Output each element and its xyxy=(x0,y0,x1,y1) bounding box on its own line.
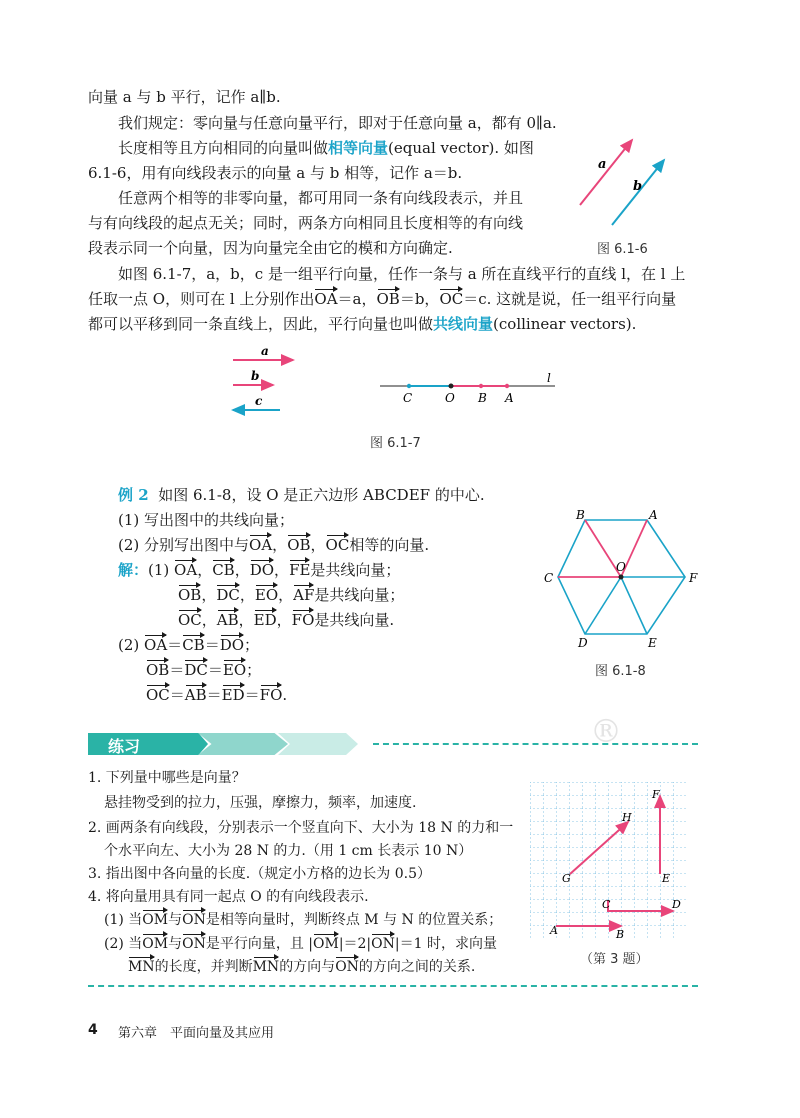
svg-text:E: E xyxy=(648,636,657,650)
line-8: 如图 6.1-7，a，b，c 是一组平行向量，任作一条与 a 所在直线平行的直线 l，在 l 上 xyxy=(118,265,686,283)
line-2: 我们规定：零向量与任意向量平行，即对于任意向量 a，都有 0∥a. xyxy=(118,114,557,132)
svg-text:c: c xyxy=(255,394,263,408)
practice-4-1: (1) 当OM与ON是相等向量时，判断终点 M 与 N 的位置关系； xyxy=(104,909,502,931)
caption-fig-6-1-6: 图 6.1-6 xyxy=(597,242,648,257)
svg-text:l: l xyxy=(547,371,551,385)
practice-4-2: (2) 当OM与ON是平行向量，且 |OM|＝2|ON|＝1 时，求向量 xyxy=(104,933,497,955)
svg-text:E: E xyxy=(662,872,671,885)
svg-text:B: B xyxy=(616,928,625,941)
example-2-q2: (2) 分别写出图中与OA，OB，OC相等的向量. xyxy=(118,536,430,554)
bottom-divider xyxy=(88,985,698,987)
svg-text:a: a xyxy=(261,344,269,358)
svg-text:B: B xyxy=(576,508,585,522)
figure-6-1-8 xyxy=(540,505,710,650)
svg-text:C: C xyxy=(403,391,413,405)
svg-text:C: C xyxy=(544,571,554,585)
line-10: 都可以平移到同一条直线上，因此，平行向量也叫做共线向量(collinear vectors). xyxy=(88,315,637,333)
line-7: 段表示同一个向量，因为向量完全由它的模和方向确定. xyxy=(88,239,453,257)
caption-problem-3: （第 3 题） xyxy=(580,952,649,967)
svg-text:H: H xyxy=(622,811,632,824)
practice-3: 3. 指出图中各向量的长度.（规定小方格的边长为 0.5） xyxy=(88,866,431,882)
solution-1-row-3: OC，AB，ED，FO是共线向量. xyxy=(178,611,395,629)
solution-2-row-1: (2) OA＝CB＝DO； xyxy=(118,636,260,654)
practice-1: 1. 下列量中哪些是向量？ xyxy=(88,770,246,786)
svg-text:b: b xyxy=(251,369,260,383)
solution-2-row-3: OC＝AB＝ED＝FO. xyxy=(146,686,288,704)
solution-1-row-2: OB，DC，EO，AF是共线向量； xyxy=(178,586,405,604)
vector-a-segment xyxy=(580,140,632,205)
svg-text:O: O xyxy=(445,391,455,405)
line-4: 6.1-6，用有向线段表示的向量 a 与 b 相等，记作 a＝b. xyxy=(88,164,463,182)
svg-text:O: O xyxy=(616,560,626,574)
line-6: 与有向线段的起点无关；同时，两条方向相同且长度相等的有向线 xyxy=(88,214,524,232)
figure-problem-3 xyxy=(530,782,690,942)
line-9: 任取一点 O，则可在 l 上分别作出OA＝a，OB＝b，OC＝c. 这就是说，任一组平行向量 xyxy=(88,290,677,308)
practice-title: 练习 xyxy=(108,737,141,756)
solution-1-row-1: 解：(1) OA，CB，DO，FE是共线向量； xyxy=(118,561,401,579)
svg-text:D: D xyxy=(672,898,681,911)
svg-text:A: A xyxy=(550,924,558,937)
practice-2-detail: 个水平向左、大小为 28 N 的力.（用 1 cm 长表示 10 N） xyxy=(104,843,473,859)
caption-fig-6-1-7: 图 6.1-7 xyxy=(370,436,421,451)
watermark-mark: ® xyxy=(590,712,622,750)
svg-text:F: F xyxy=(652,788,660,801)
footer-page-number: 4 xyxy=(88,1022,98,1038)
footer-chapter: 第六章 平面向量及其应用 xyxy=(118,1026,275,1041)
svg-text:G: G xyxy=(562,872,571,885)
line-5: 任意两个相等的非零向量，都可用同一条有向线段表示，并且 xyxy=(118,189,524,207)
practice-1-detail: 悬挂物受到的拉力，压强，摩擦力，频率，加速度. xyxy=(104,795,417,811)
svg-text:C: C xyxy=(602,898,611,911)
line-1: 向量 a 与 b 平行，记作 a∥b. xyxy=(88,88,281,106)
svg-text:A: A xyxy=(649,508,658,522)
svg-text:B: B xyxy=(478,391,487,405)
solution-2-row-2: OB＝DC＝EO； xyxy=(146,661,262,679)
example-2-q1: (1) 写出图中的共线向量； xyxy=(118,511,295,529)
practice-2: 2. 画两条有向线段，分别表示一个竖直向下、大小为 18 N 的力和一 xyxy=(88,820,514,836)
svg-text:F: F xyxy=(689,571,698,585)
svg-text:A: A xyxy=(505,391,514,405)
term-collinear-vector: 共线向量 xyxy=(433,315,494,333)
line-3: 长度相等且方向相同的向量叫做相等向量(equal vector). 如图 xyxy=(118,139,534,157)
practice-4-2-cont: MN的长度，并判断MN的方向与ON的方向之间的关系. xyxy=(128,956,475,978)
figure-6-1-7 xyxy=(225,340,565,420)
figure-6-1-6 xyxy=(570,130,680,245)
term-equal-vector: 相等向量 xyxy=(328,139,389,157)
label-b: b xyxy=(633,179,643,194)
practice-4: 4. 将向量用具有同一起点 O 的有向线段表示. xyxy=(88,889,369,905)
caption-fig-6-1-8: 图 6.1-8 xyxy=(595,664,646,679)
svg-text:D: D xyxy=(578,636,588,650)
example-2-title: 例 2 如图 6.1-8，设 O 是正六边形 ABCDEF 的中心. xyxy=(118,486,485,504)
label-a: a xyxy=(598,157,607,172)
